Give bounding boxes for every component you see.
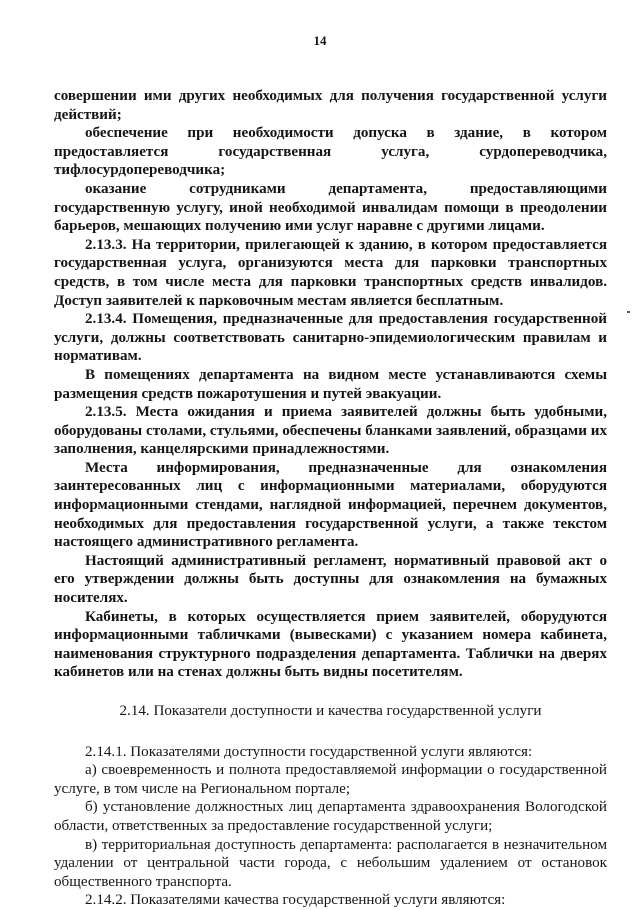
paragraph-evacuation-schemes: В помещениях департамента на видном месте устанавливаются схемы размещения средств пожаротушения и путей эвакуации.	[54, 366, 607, 402]
paragraph-2-13-5: 2.13.5. Места ожидания и приема заявителей должны быть удобными, оборудованы столами, стульями, обеспечены бланками заявлений, образцами их заполнения, канцелярскими принадлежностями.	[54, 404, 607, 458]
section-heading-2-14: 2.14. Показатели доступности и качества государственной услуги	[119, 703, 542, 719]
paragraph-info-places: Места информирования, предназначенные для ознакомления заинтересованных лиц с информационными материалами, оборудуются информационными стендами, наглядной информацией, перечнем документов, необходимых для предоставления государственной услуги, а также текстом настоящего административного регламента.	[54, 459, 607, 551]
paragraph-2-13-3: 2.13.3. На территории, прилегающей к зданию, в котором предоставляется государственная услуга, организуются места для парковки транспортных средств, в том числе места для парковки транспортных средств инвалидов. Доступ заявителей к парковочным местам является бесплатным.	[54, 236, 607, 309]
document-body	[54, 87, 607, 910]
paragraph-cabinets: Кабинеты, в которых осуществляется прием заявителей, оборудуются информационными табличками (вывесками) с указанием номера кабинета, наименования структурного подразделения департамента. Таблички на дверях кабинетов или на стенах должны быть видны посетителям.	[54, 608, 607, 681]
paragraph-regulation-access: Настоящий административный регламент, нормативный правовой акт о его утверждении должны быть доступны для ознакомления на бумажных носителях.	[54, 552, 607, 607]
paragraph-2-14-2: 2.14.2. Показателями качества государственной услуги являются:	[85, 892, 506, 909]
paragraph-2-13-4: 2.13.4. Помещения, предназначенные для предоставления государственной услуги, должны соответствовать санитарно-эпидемиологическим правилам и нормативам.	[54, 311, 607, 365]
paragraph-2-14-1: 2.14.1. Показателями доступности государственной услуги являются:	[85, 743, 533, 760]
paragraph-item-b: б) установление должностных лиц департамента здравоохранения Вологодской области, ответственных за предоставление государственной услуги;	[54, 799, 607, 834]
normal-text-block	[54, 743, 607, 910]
bold-text-block	[54, 87, 607, 682]
paragraph-staff-assistance: оказание сотрудниками департамента, предоставляющими государственную услугу, иной необходимой инвалидам помощи в преодолении барьеров, мешающих получению ими услуг наравне с другими лицами.	[54, 180, 607, 235]
paragraph-continuation: совершении ими других необходимых для получения государственной услуги действий;	[54, 88, 607, 123]
paragraph-sign-interpreter: обеспечение при необходимости допуска в здание, в котором предоставляется государственная услуга, сурдопереводчика, тифлосурдопереводчика;	[54, 125, 607, 179]
paragraph-item-v: в) территориальная доступность департамента: располагается в незначительном удалении от центральной части города, с небольшим удалением от остановок общественного транспорта.	[54, 836, 607, 890]
margin-mark	[627, 311, 630, 313]
paragraph-item-a: а) своевременность и полнота предоставляемой информации о государственной услуге, в том числе на Региональном портале;	[54, 762, 607, 797]
page-number: 14	[313, 33, 327, 48]
